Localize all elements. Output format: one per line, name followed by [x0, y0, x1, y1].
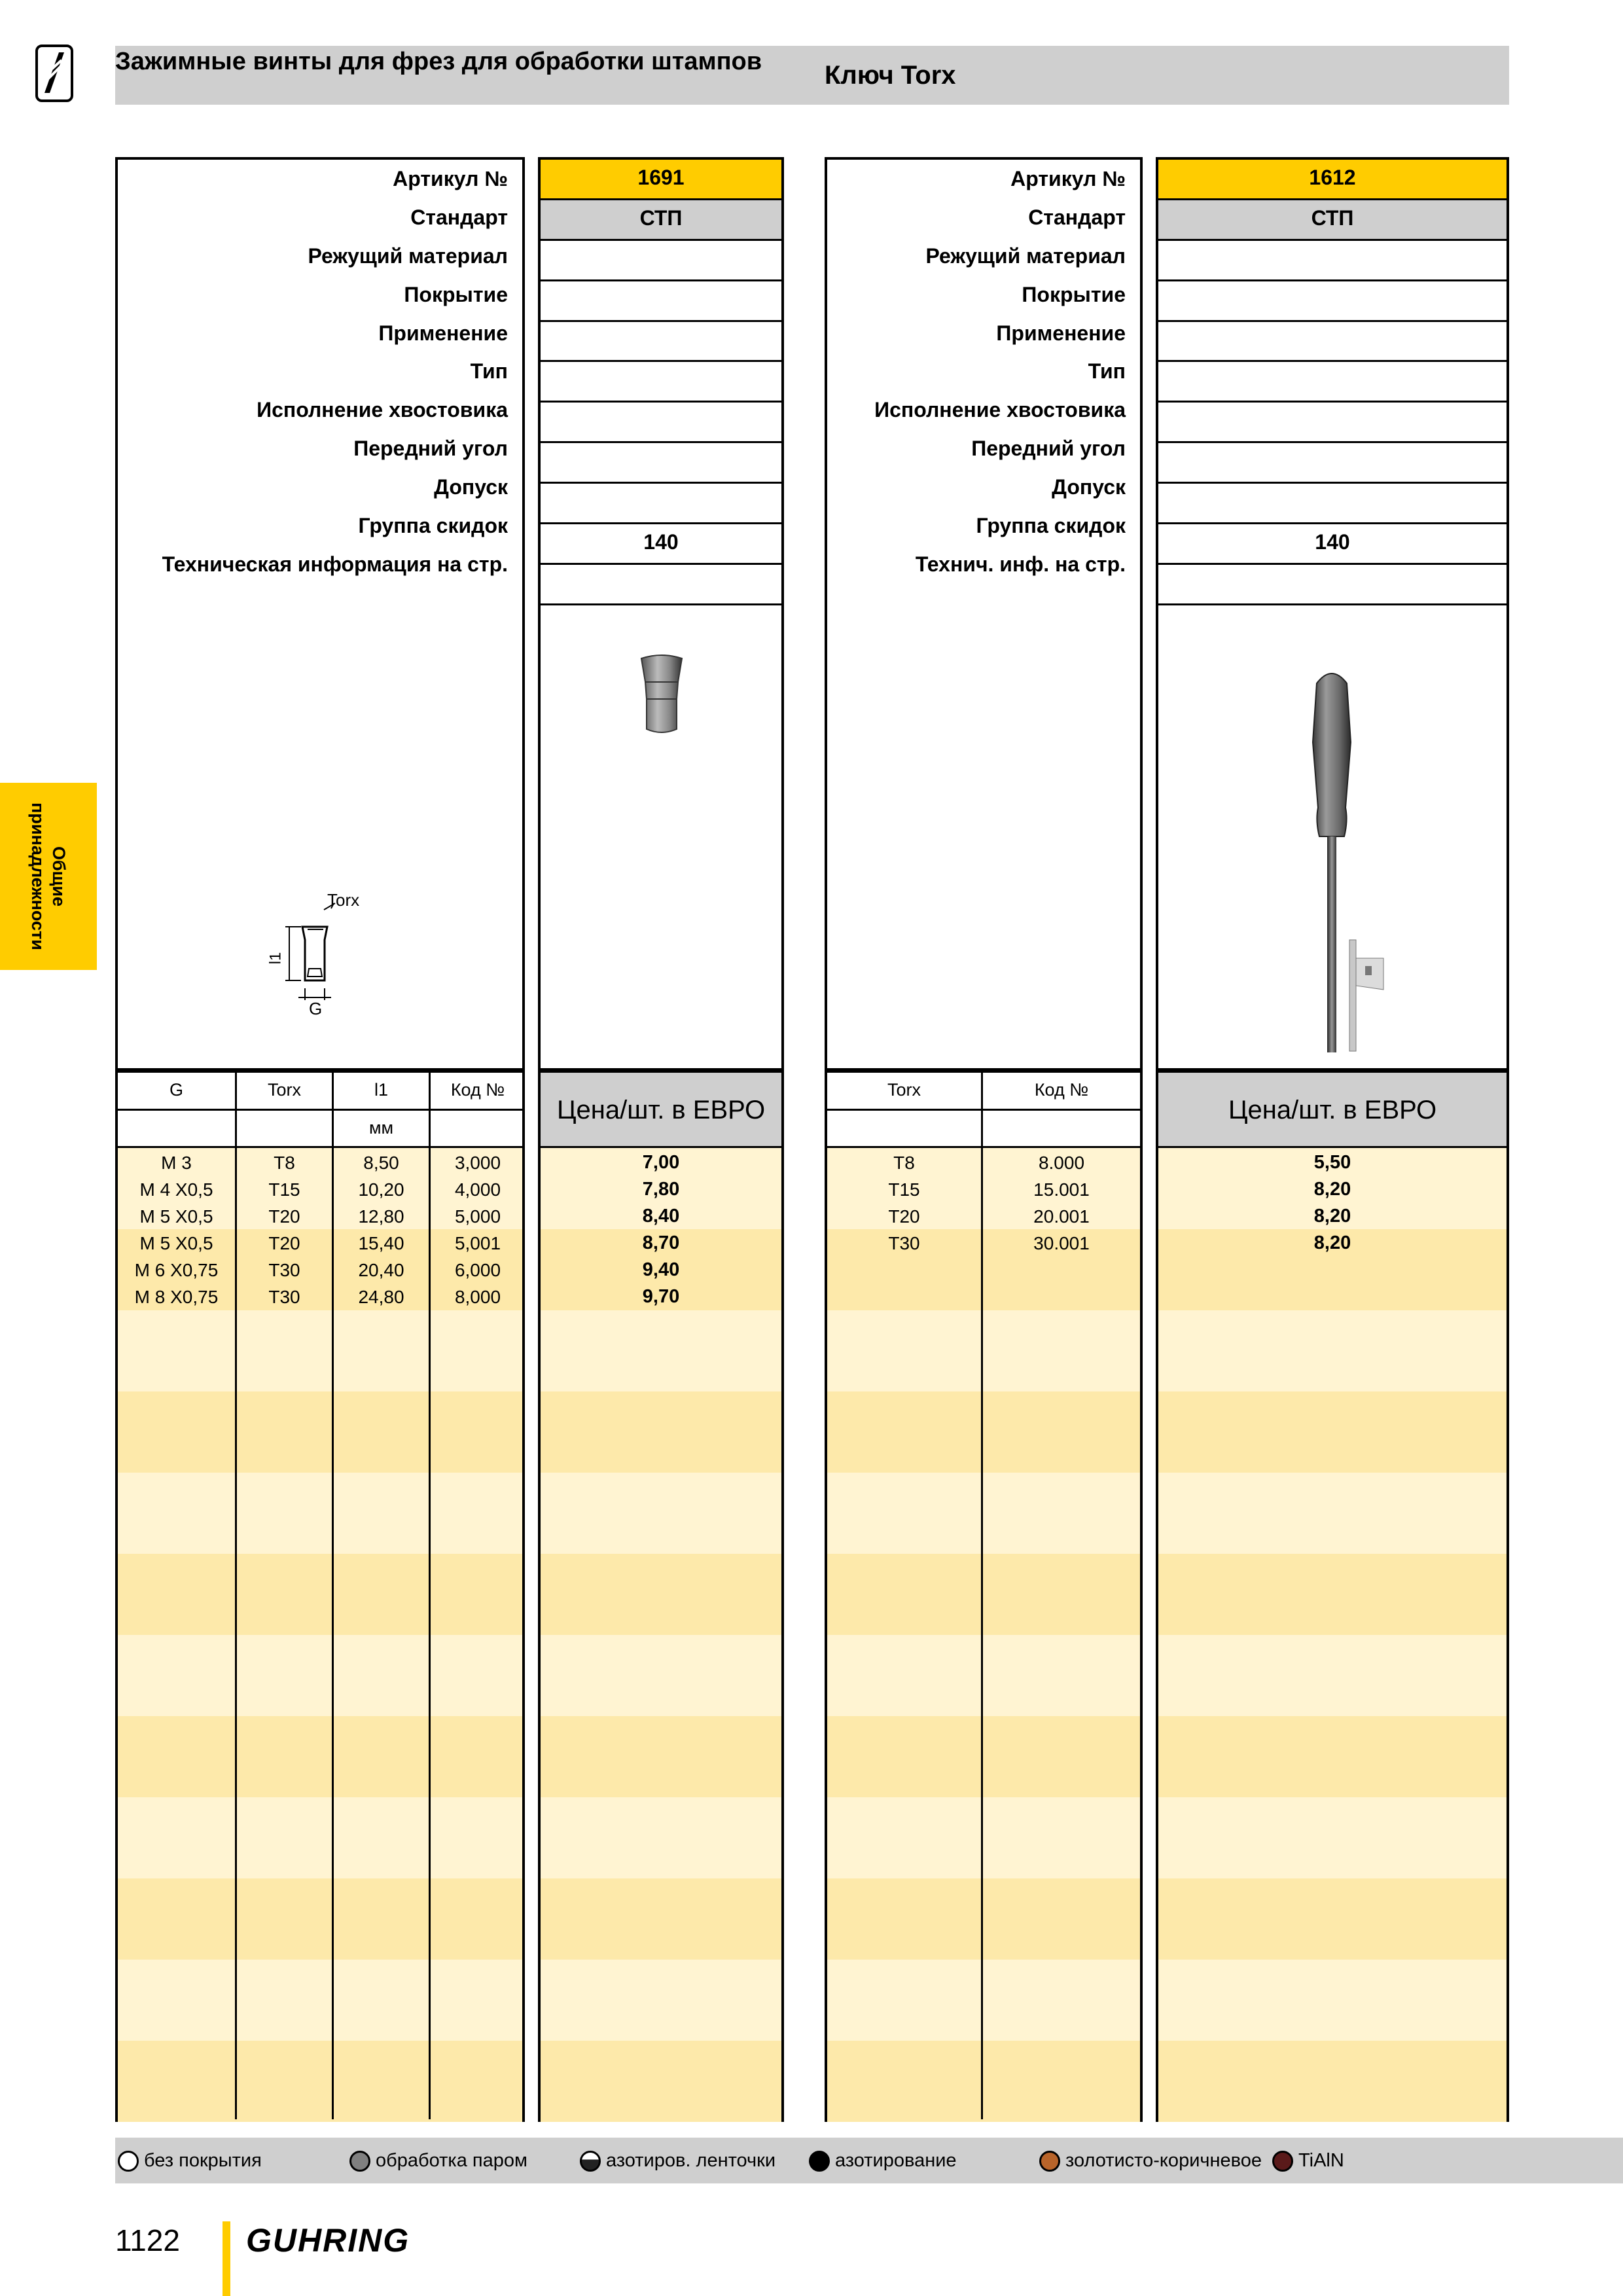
- uncoated-icon: [118, 2151, 139, 2172]
- torx-callout: Torx: [327, 890, 360, 910]
- table-cell-l1: 24,80: [358, 1287, 404, 1307]
- steam-treated-icon: [349, 2151, 370, 2172]
- spec-label: Техническая информация на стр.: [162, 552, 508, 576]
- spec-label: Исполнение хвостовика: [257, 398, 508, 422]
- screw-technical-drawing: [262, 890, 393, 1021]
- section-tab-label: Общие принадлежности: [28, 802, 69, 950]
- price-cell: 9,40: [642, 1259, 680, 1280]
- article-number: 1691: [541, 160, 781, 200]
- spec-label: Покрытие: [1022, 282, 1126, 306]
- table-cell-code: 20.001: [1033, 1206, 1090, 1227]
- spec-label: Допуск: [434, 475, 508, 499]
- table-cell-g: M 5 X0,5: [139, 1206, 213, 1227]
- tialn-icon: [1272, 2151, 1293, 2172]
- brand-logo: GUHRING: [246, 2222, 410, 2259]
- spec-label: Применение: [378, 321, 508, 345]
- table-cell-torx: T15: [268, 1179, 300, 1200]
- spec-value: [1158, 443, 1507, 484]
- right-data-table: [825, 1071, 1143, 2122]
- spec-label: Артикул №: [1010, 167, 1126, 190]
- spec-value: [541, 403, 781, 443]
- spec-label: Передний угол: [353, 437, 508, 461]
- table-cell-g: M 8 X0,75: [134, 1287, 219, 1307]
- legend-item: золотисто-коричневое: [1039, 2147, 1262, 2174]
- col-header-g: G: [169, 1080, 183, 1100]
- unit-mm: мм: [368, 1118, 394, 1138]
- table-cell-g: M 5 X0,5: [139, 1233, 213, 1253]
- table-cell-code: 5,000: [454, 1206, 501, 1227]
- nitrided-icon: [809, 2151, 830, 2172]
- table-cell-code: 15.001: [1033, 1179, 1090, 1200]
- spec-value: [1158, 403, 1507, 443]
- table-cell-torx: T30: [268, 1260, 300, 1280]
- spec-label: Стандарт: [1028, 205, 1126, 229]
- spec-label: Стандарт: [410, 205, 508, 229]
- table-cell-l1: 12,80: [358, 1206, 404, 1227]
- spec-value: [1158, 241, 1507, 281]
- legend-item: азотиров. ленточки: [580, 2147, 776, 2174]
- spec-value: [541, 322, 781, 363]
- price-cell: 7,00: [642, 1152, 680, 1173]
- spec-value: [1158, 565, 1507, 605]
- spec-label: Применение: [996, 321, 1126, 345]
- spec-label: Артикул №: [393, 167, 508, 190]
- table-cell-torx: T20: [268, 1233, 300, 1253]
- l1-dimension: l1: [266, 952, 285, 965]
- legend-item: азотирование: [809, 2147, 957, 2174]
- spec-value: [541, 241, 781, 281]
- spec-label: Группа скидок: [976, 514, 1126, 538]
- price-header: Цена/шт. в ЕВРО: [556, 1096, 766, 1124]
- col-header-torx: Torx: [887, 1080, 921, 1100]
- table-cell-g: M 4 X0,5: [139, 1179, 213, 1200]
- price-cell: 7,80: [642, 1179, 680, 1200]
- torx-key-image: [1302, 664, 1400, 1056]
- spec-label: Передний угол: [971, 437, 1126, 461]
- price-cell: 8,40: [642, 1206, 680, 1227]
- price-cell: 8,20: [1313, 1232, 1351, 1253]
- table-cell-l1: 20,40: [358, 1260, 404, 1280]
- left-data-table: [115, 1071, 525, 2122]
- table-cell-g: M 3: [161, 1153, 192, 1173]
- table-cell-code: 3,000: [454, 1153, 501, 1173]
- table-cell-torx: T8: [274, 1153, 295, 1173]
- standard-value: СТП: [541, 200, 781, 241]
- spec-label: Режущий материал: [308, 243, 508, 268]
- right-spec-box: [825, 157, 1143, 1071]
- col-header-code: Код №: [450, 1080, 505, 1100]
- col-header-torx: Torx: [267, 1080, 301, 1100]
- price-header: Цена/шт. в ЕВРО: [1228, 1096, 1437, 1124]
- spec-value: [541, 443, 781, 484]
- spec-label: Режущий материал: [925, 243, 1126, 268]
- table-cell-code: 30.001: [1033, 1233, 1090, 1253]
- table-cell-torx: T15: [888, 1179, 920, 1200]
- table-cell-code: 8.000: [1038, 1153, 1085, 1173]
- spec-label: Тип: [1088, 359, 1126, 384]
- article-number: 1612: [1158, 160, 1507, 200]
- price-cell: 9,70: [642, 1286, 680, 1307]
- page-number: 1122: [115, 2223, 180, 2257]
- table-cell-torx: T30: [888, 1233, 920, 1253]
- drill-logo-icon: [35, 45, 73, 102]
- spec-value: [1158, 322, 1507, 363]
- price-cell: 8,70: [642, 1232, 680, 1253]
- g-dimension: G: [309, 999, 323, 1018]
- table-cell-l1: 10,20: [358, 1179, 404, 1200]
- spec-value: [1158, 484, 1507, 524]
- table-cell-code: 6,000: [454, 1260, 501, 1280]
- spec-value: [1158, 281, 1507, 322]
- col-header-l1: l1: [374, 1080, 388, 1100]
- price-cell: 5,50: [1313, 1152, 1351, 1173]
- spec-label: Группа скидок: [358, 514, 508, 538]
- col-header-code: Код №: [1034, 1080, 1089, 1100]
- discount-group-value: 140: [541, 524, 781, 565]
- clamping-screw-image: [639, 652, 685, 737]
- right-price-column: [1156, 1071, 1509, 2122]
- legend-item: без покрытия: [118, 2147, 262, 2174]
- page-subtitle: Ключ Torx: [825, 61, 956, 90]
- discount-group-value: 140: [1158, 524, 1507, 565]
- table-cell-torx: T20: [888, 1206, 920, 1227]
- table-cell-code: 8,000: [454, 1287, 501, 1307]
- spec-label: Покрытие: [404, 282, 508, 306]
- nitrided-lands-icon: [580, 2151, 601, 2172]
- table-cell-code: 5,001: [454, 1233, 501, 1253]
- table-cell-torx: T30: [268, 1287, 300, 1307]
- standard-value: СТП: [1158, 200, 1507, 241]
- left-value-box: [538, 157, 784, 1071]
- gold-brown-icon: [1039, 2151, 1060, 2172]
- right-value-box: [1156, 157, 1509, 1071]
- table-cell-torx: T20: [268, 1206, 300, 1227]
- price-cell: 8,20: [1313, 1179, 1351, 1200]
- spec-value: [1158, 362, 1507, 403]
- spec-value: [541, 281, 781, 322]
- spec-value: [541, 484, 781, 524]
- spec-label: Тип: [470, 359, 508, 384]
- footer-divider: [223, 2221, 230, 2296]
- table-cell-torx: T8: [893, 1153, 915, 1173]
- spec-value: [541, 362, 781, 403]
- left-spec-box: [115, 157, 525, 1071]
- table-cell-code: 4,000: [454, 1179, 501, 1200]
- spec-value: [541, 565, 781, 605]
- spec-label: Допуск: [1052, 475, 1126, 499]
- spec-label: Технич. инф. на стр.: [915, 552, 1126, 576]
- table-cell-l1: 15,40: [358, 1233, 404, 1253]
- table-cell-g: M 6 X0,75: [134, 1260, 219, 1280]
- legend-item: TiAlN: [1272, 2147, 1344, 2174]
- legend-item: обработка паром: [349, 2147, 527, 2174]
- table-cell-l1: 8,50: [363, 1153, 399, 1173]
- spec-label: Исполнение хвостовика: [874, 398, 1126, 422]
- page-title: Зажимные винты для фрез для обработки штампов: [115, 48, 762, 75]
- left-price-column: [538, 1071, 784, 2122]
- price-cell: 8,20: [1313, 1206, 1351, 1227]
